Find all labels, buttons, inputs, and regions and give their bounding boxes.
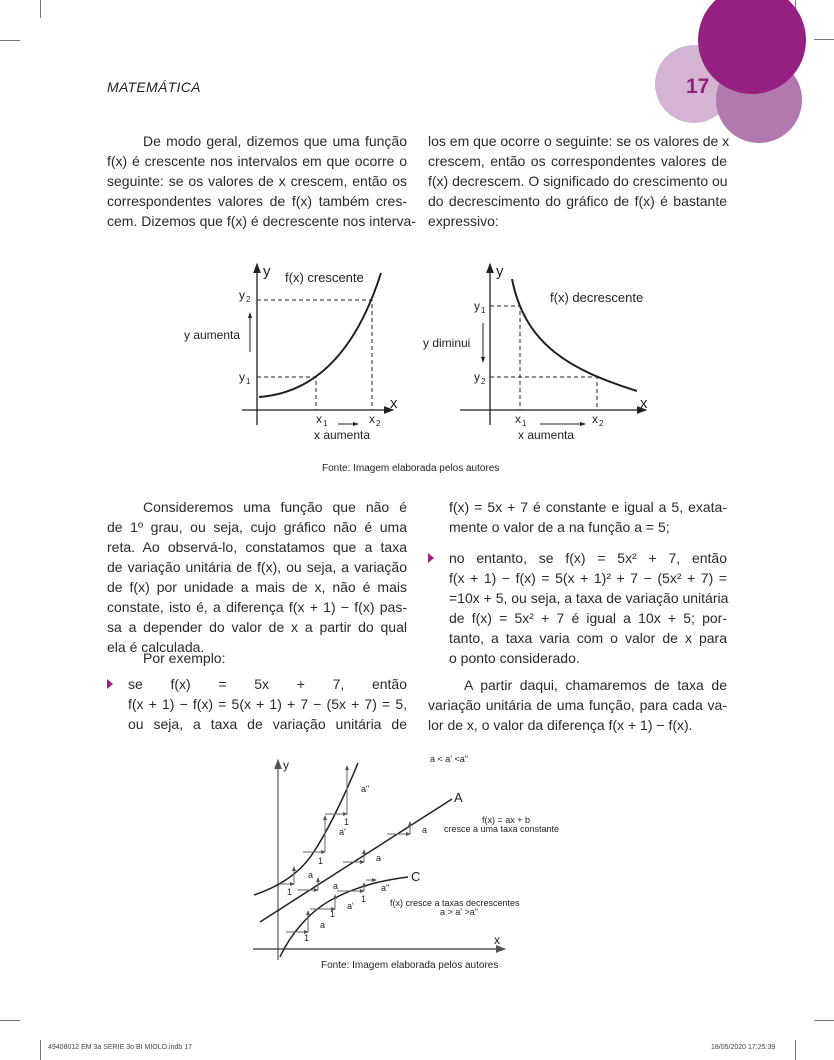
intro-left-column (107, 131, 416, 231)
text-line: o ponto considerado. (449, 650, 580, 666)
text-line: los em que ocorre o seguinte: se os valores de x (428, 133, 730, 149)
text-line: variação unitária de uma função, para cada va- (428, 697, 727, 713)
svg-text:y: y (496, 263, 504, 280)
svg-text:a': a' (347, 901, 354, 911)
svg-text:x: x (494, 933, 500, 947)
text-line: se f(x) = 5x + 7, então (128, 676, 407, 692)
svg-text:f(x) = ax + b: f(x) = ax + b (482, 815, 531, 825)
example-intro: Por exemplo: (143, 650, 226, 666)
svg-text:1: 1 (318, 856, 324, 866)
bullet-item-linear-continued (449, 497, 727, 537)
bullet-text (128, 674, 407, 734)
svg-text:f(x) decrescente: f(x) decrescente (550, 290, 644, 305)
svg-text:1: 1 (330, 909, 336, 919)
text-line: f(x + 1) − f(x) = 5(x + 1) + 7 − (5x + 7) = 5, (128, 696, 407, 712)
text-line: mente o valor de a na função a = 5; (449, 519, 670, 535)
bullet-text (449, 548, 727, 668)
bullet-icon (107, 679, 113, 689)
svg-text:1: 1 (361, 894, 367, 904)
text-line: de variação unitária de f(x), ou seja, a variação (107, 559, 407, 575)
svg-text:a < a' <a": a < a' <a" (430, 754, 468, 764)
text-line: =10x + 5, ou seja, a taxa de variação unitária (449, 590, 729, 606)
text-line: lor de x, o valor da diferença f(x + 1) − f(x). (428, 717, 693, 733)
graph-decreasing (423, 263, 648, 442)
text-line: f(x) decrescem. O significado do crescimento ou (428, 173, 728, 189)
footer-file-info: 49408012 EM 3a SERIE 3o BI MIOLO.indb 17 (48, 1044, 192, 1051)
svg-text:a: a (333, 881, 339, 891)
body-right-paragraph (428, 675, 727, 735)
svg-text:y: y (239, 288, 245, 302)
text-line: expressivo: (428, 213, 499, 229)
svg-text:C: C (411, 869, 421, 884)
text-line: constate, isto é, a diferença f(x + 1) − f(x) pas- (107, 599, 407, 615)
figure-caption: Fonte: Imagem elaborada pelos autores (322, 463, 500, 474)
svg-text:1: 1 (323, 419, 328, 428)
svg-text:1: 1 (522, 419, 527, 428)
svg-text:f(x) crescente: f(x) crescente (285, 270, 364, 285)
svg-text:a': a' (339, 827, 346, 837)
svg-text:a: a (376, 853, 382, 863)
svg-text:x aumenta: x aumenta (314, 428, 371, 442)
svg-text:2: 2 (376, 419, 381, 428)
svg-text:a: a (422, 825, 428, 835)
text-line: seguinte: se os valores de x crescem, então os (107, 173, 407, 189)
text-line: de 1º grau, ou seja, cujo gráfico não é uma (107, 519, 407, 535)
page-number: 17 (686, 75, 710, 98)
text-line: f(x) é crescente nos intervalos em que ocorre o (107, 153, 407, 169)
text-line: correspondentes valores de f(x) também cres- (107, 193, 407, 209)
svg-text:y: y (474, 370, 480, 384)
svg-text:a > a' >a": a > a' >a" (440, 907, 478, 917)
svg-text:2: 2 (599, 419, 604, 428)
text-line: Consideremos uma função que não é (143, 499, 407, 515)
figure-rates-of-change (230, 750, 610, 960)
text-line: De modo geral, dizemos que uma função (143, 133, 407, 149)
svg-text:y: y (239, 370, 245, 384)
page-decoration-circles (640, 0, 834, 150)
svg-text:1: 1 (246, 377, 251, 386)
text-line: f(x) = 5x + 7 é constante e igual a 5, exata- (449, 499, 727, 515)
crop-mark (0, 40, 20, 41)
crop-mark (0, 1020, 20, 1021)
crop-mark (814, 1020, 834, 1021)
svg-text:1: 1 (287, 887, 293, 897)
figure-caption: Fonte: Imagem elaborada pelos autores (321, 960, 499, 971)
svg-text:x: x (369, 412, 375, 426)
footer-timestamp: 18/05/2020 17:25:39 (711, 1044, 776, 1051)
text-line: tanto, a taxa varia com o valor de x para (449, 630, 727, 646)
svg-text:1: 1 (481, 306, 486, 315)
svg-text:1: 1 (304, 933, 310, 943)
crop-mark (40, 0, 41, 18)
text-line: f(x + 1) − f(x) = 5(x + 1)² + 7 − (5x² + 7) = (449, 570, 727, 586)
svg-text:A: A (454, 790, 463, 805)
svg-text:x: x (316, 412, 322, 426)
svg-text:y diminui: y diminui (423, 336, 471, 350)
svg-text:y: y (283, 758, 289, 772)
crop-mark (40, 1040, 41, 1060)
text-line: de f(x) por unidade a mais de x, não é mais (107, 579, 407, 595)
intro-right-column (428, 131, 730, 231)
text-line: de f(x) = 5x² + 7 é igual a 10x + 5; por- (449, 610, 727, 626)
text-line: ou seja, a taxa de variação unitária de (128, 716, 407, 732)
text-line: crescem, então os correspondentes valores de (428, 153, 727, 169)
svg-text:2: 2 (481, 377, 486, 386)
text-line: do decrescimento do gráfico de f(x) é bastante (428, 193, 727, 209)
text-line: sa a depender do valor de x a partir do qual (107, 619, 407, 635)
svg-text:x: x (592, 412, 598, 426)
svg-text:y aumenta: y aumenta (184, 328, 241, 342)
svg-text:a": a" (361, 784, 370, 794)
svg-text:y: y (263, 263, 271, 280)
svg-text:x: x (515, 412, 521, 426)
text-line: no entanto, se f(x) = 5x² + 7, então (449, 550, 727, 566)
body-left-paragraph (107, 497, 407, 657)
svg-text:1: 1 (344, 817, 350, 827)
svg-text:f(x) cresce a taxas decrescent: f(x) cresce a taxas decrescentes (390, 898, 520, 908)
svg-text:2: 2 (246, 295, 251, 304)
crop-mark (795, 1040, 796, 1060)
svg-text:a: a (308, 870, 314, 880)
subject-header: MATEMÁTICA (107, 79, 201, 95)
bullet-item-linear (107, 674, 407, 734)
text-line: reta. Ao observá-lo, constatamos que a taxa (107, 539, 407, 555)
figure-increasing-decreasing (0, 250, 834, 460)
svg-text:y: y (474, 299, 480, 313)
svg-text:a: a (320, 920, 326, 930)
svg-text:cresce a uma taxa constante: cresce a uma taxa constante (444, 824, 560, 834)
bullet-item-quadratic (428, 548, 727, 668)
svg-text:x: x (640, 395, 648, 412)
svg-text:a": a" (381, 883, 390, 893)
bullet-icon (428, 553, 434, 563)
text-line: ela é calculada. (107, 639, 205, 655)
graph-increasing (184, 263, 398, 442)
svg-text:x: x (390, 395, 398, 412)
svg-text:x aumenta: x aumenta (518, 428, 575, 442)
text-line: cem. Dizemos que f(x) é decrescente nos interva- (107, 213, 416, 229)
text-line: A partir daqui, chamaremos de taxa de (464, 677, 727, 693)
